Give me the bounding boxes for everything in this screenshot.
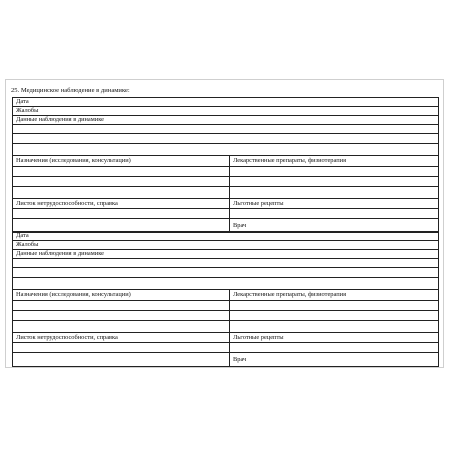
observation-blank-line — [13, 278, 438, 290]
preferential-prescriptions-field[interactable]: Льготные рецепты — [233, 199, 284, 207]
medicines-field[interactable]: Лекарственные препараты, физиотерапия — [233, 157, 347, 164]
prescriptions-field[interactable]: Назначения (исследования, консультации) — [13, 156, 230, 166]
blank-cell[interactable] — [13, 311, 230, 320]
observation-row — [13, 116, 438, 125]
blank-cell[interactable] — [230, 209, 438, 218]
prescriptions-field[interactable]: Назначения (исследования, консультации) — [13, 290, 230, 300]
observation-field[interactable]: Данные наблюдения в динамике — [16, 116, 105, 123]
date-field[interactable]: Дата — [16, 98, 29, 105]
sick-leave-row — [13, 199, 438, 209]
prescriptions-blank-row — [13, 321, 438, 333]
blank-cell[interactable] — [13, 167, 230, 176]
complaints-row — [13, 241, 438, 250]
blank-cell[interactable] — [13, 353, 230, 366]
blank-cell[interactable] — [13, 321, 230, 332]
sick-leave-blank-row — [13, 343, 438, 353]
blank-cell[interactable] — [230, 321, 438, 332]
observation-blank-line — [13, 134, 438, 144]
blank-line[interactable] — [13, 125, 438, 133]
observation-block-1 — [12, 97, 439, 233]
prescriptions-header-row — [13, 290, 438, 301]
prescriptions-blank-row — [13, 301, 438, 311]
sick-leave-field[interactable]: Листок нетрудоспособности, справка — [13, 333, 230, 342]
doctor-field[interactable]: Врач — [233, 355, 247, 363]
observation-field[interactable]: Данные наблюдения в динамике — [16, 250, 105, 257]
complaints-field[interactable]: Жалобы — [16, 107, 39, 114]
sick-leave-blank-row — [13, 209, 438, 219]
prescriptions-blank-row — [13, 177, 438, 187]
blank-cell[interactable] — [230, 167, 438, 176]
observation-blank-line — [13, 268, 438, 278]
blank-cell[interactable] — [230, 187, 438, 198]
date-field[interactable]: Дата — [16, 232, 29, 239]
blank-cell[interactable] — [13, 301, 230, 310]
blank-line[interactable] — [13, 134, 438, 143]
doctor-row — [13, 353, 438, 366]
observation-blank-line — [13, 259, 438, 268]
complaints-row — [13, 107, 438, 116]
complaints-field[interactable]: Жалобы — [16, 241, 39, 248]
blank-cell[interactable] — [230, 343, 438, 352]
date-row — [13, 232, 438, 241]
blank-cell[interactable] — [13, 177, 230, 186]
doctor-field[interactable]: Врач — [233, 221, 247, 229]
observation-row — [13, 250, 438, 259]
blank-cell[interactable] — [13, 209, 230, 218]
blank-line[interactable] — [13, 278, 438, 289]
medicines-field[interactable]: Лекарственные препараты, физиотерапия — [233, 291, 347, 298]
preferential-prescriptions-field[interactable]: Льготные рецепты — [233, 333, 284, 341]
sick-leave-field[interactable]: Листок нетрудоспособности, справка — [13, 199, 230, 208]
blank-line[interactable] — [13, 268, 438, 277]
sick-leave-row — [13, 333, 438, 343]
observation-block-2 — [12, 231, 439, 367]
observation-blank-line — [13, 144, 438, 156]
observation-blank-line — [13, 125, 438, 134]
blank-cell[interactable] — [13, 187, 230, 198]
section-title: 25. Медицинское наблюдение в динамике: — [11, 87, 130, 94]
blank-cell[interactable] — [230, 177, 438, 186]
prescriptions-blank-row — [13, 167, 438, 177]
blank-line[interactable] — [13, 144, 438, 155]
date-row — [13, 98, 438, 107]
blank-cell[interactable] — [230, 301, 438, 310]
blank-cell[interactable] — [230, 311, 438, 320]
blank-cell[interactable] — [13, 343, 230, 352]
blank-line[interactable] — [13, 259, 438, 267]
prescriptions-blank-row — [13, 187, 438, 199]
prescriptions-header-row — [13, 156, 438, 167]
prescriptions-blank-row — [13, 311, 438, 321]
